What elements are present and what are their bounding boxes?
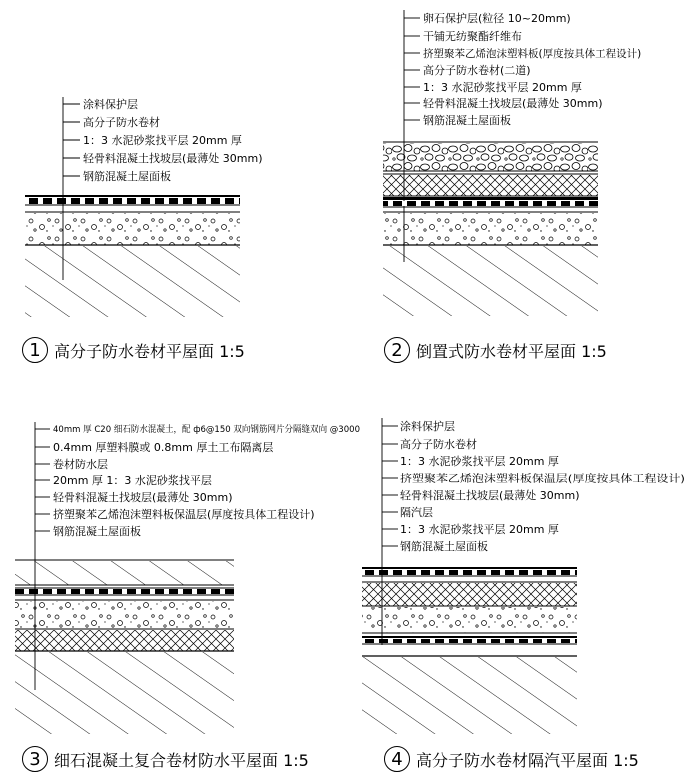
d3-label-7: 钢筋混凝土屋面板 (53, 525, 141, 538)
d3-label-6: 挤塑聚苯乙烯泡沫塑料板保温层(厚度按具体工程设计) (53, 508, 315, 521)
diagram-2-title: 倒置式防水卷材平屋面 1:5 (416, 341, 607, 361)
d2-label-1: 卵石保护层(粒径 10~20mm) (423, 12, 571, 25)
d1-label-4: 轻骨料混凝土找坡层(最薄处 30mm) (83, 152, 263, 165)
d4-label-6: 隔汽层 (400, 506, 433, 519)
d2-label-4: 高分子防水卷材(二道) (423, 64, 531, 77)
d4-label-3: 1：3 水泥砂浆找平层 20mm 厚 (400, 455, 559, 468)
d2-label-6: 轻骨料混凝土找坡层(最薄处 30mm) (423, 97, 603, 110)
diagram-2-section (383, 142, 598, 316)
diagram-1 (25, 97, 240, 317)
d2-label-7: 钢筋混凝土屋面板 (423, 114, 511, 127)
d3-label-2: 0.4mm 厚塑料膜或 0.8mm 厚土工布隔离层 (53, 441, 274, 454)
d4-label-4: 挤塑聚苯乙烯泡沫塑料板保温层(厚度按具体工程设计) (400, 474, 638, 485)
diagram-4-number: 4 (384, 746, 410, 772)
d3-label-5: 轻骨料混凝土找坡层(最薄处 30mm) (53, 491, 233, 504)
d4-label-1: 涂料保护层 (400, 420, 455, 433)
d4-label-8: 钢筋混凝土屋面板 (400, 540, 488, 553)
d3-label-1: 40mm 厚 C20 细石防水混凝土，配 ф6@150 双向钢筋网片分隔缝双向 @3000 (53, 425, 378, 435)
d2-label-3: 挤塑聚苯乙烯泡沫塑料板(厚度按具体工程设计) (423, 48, 642, 60)
diagram-3 (15, 422, 234, 734)
diagram-3-title: 细石混凝土复合卷材防水平屋面 1:5 (54, 750, 309, 770)
diagram-3-section (15, 560, 234, 734)
diagram-1-title: 高分子防水卷材平屋面 1:5 (54, 341, 245, 361)
d4-label-5: 轻骨料混凝土找坡层(最薄处 30mm) (400, 489, 580, 502)
d1-label-1: 涂料保护层 (83, 98, 138, 111)
diagram-2-caption (384, 337, 607, 363)
diagram-4-section (362, 567, 577, 734)
d2-label-2: 干铺无纺聚酯纤维布 (423, 30, 522, 43)
d4-label-7: 1：3 水泥砂浆找平层 20mm 厚 (400, 523, 559, 536)
diagram-2-number: 2 (384, 337, 410, 363)
diagram-4-title: 高分子防水卷材隔汽平屋面 1:5 (416, 750, 639, 770)
diagram-3-caption (22, 746, 309, 772)
diagram-1-section (25, 195, 240, 317)
d1-label-3: 1：3 水泥砂浆找平层 20mm 厚 (83, 134, 242, 147)
d4-label-2: 高分子防水卷材 (400, 438, 477, 451)
diagram-3-number: 3 (22, 746, 48, 772)
d3-label-4: 20mm 厚 1：3 水泥砂浆找平层 (53, 474, 212, 487)
diagram-1-caption (22, 337, 245, 363)
d1-label-5: 钢筋混凝土屋面板 (83, 170, 171, 183)
d1-label-2: 高分子防水卷材 (83, 116, 160, 129)
diagram-1-number: 1 (22, 337, 48, 363)
d3-label-3: 卷材防水层 (53, 458, 108, 471)
diagram-4-caption (384, 746, 639, 772)
d2-label-5: 1：3 水泥砂浆找平层 20mm 厚 (423, 81, 582, 94)
